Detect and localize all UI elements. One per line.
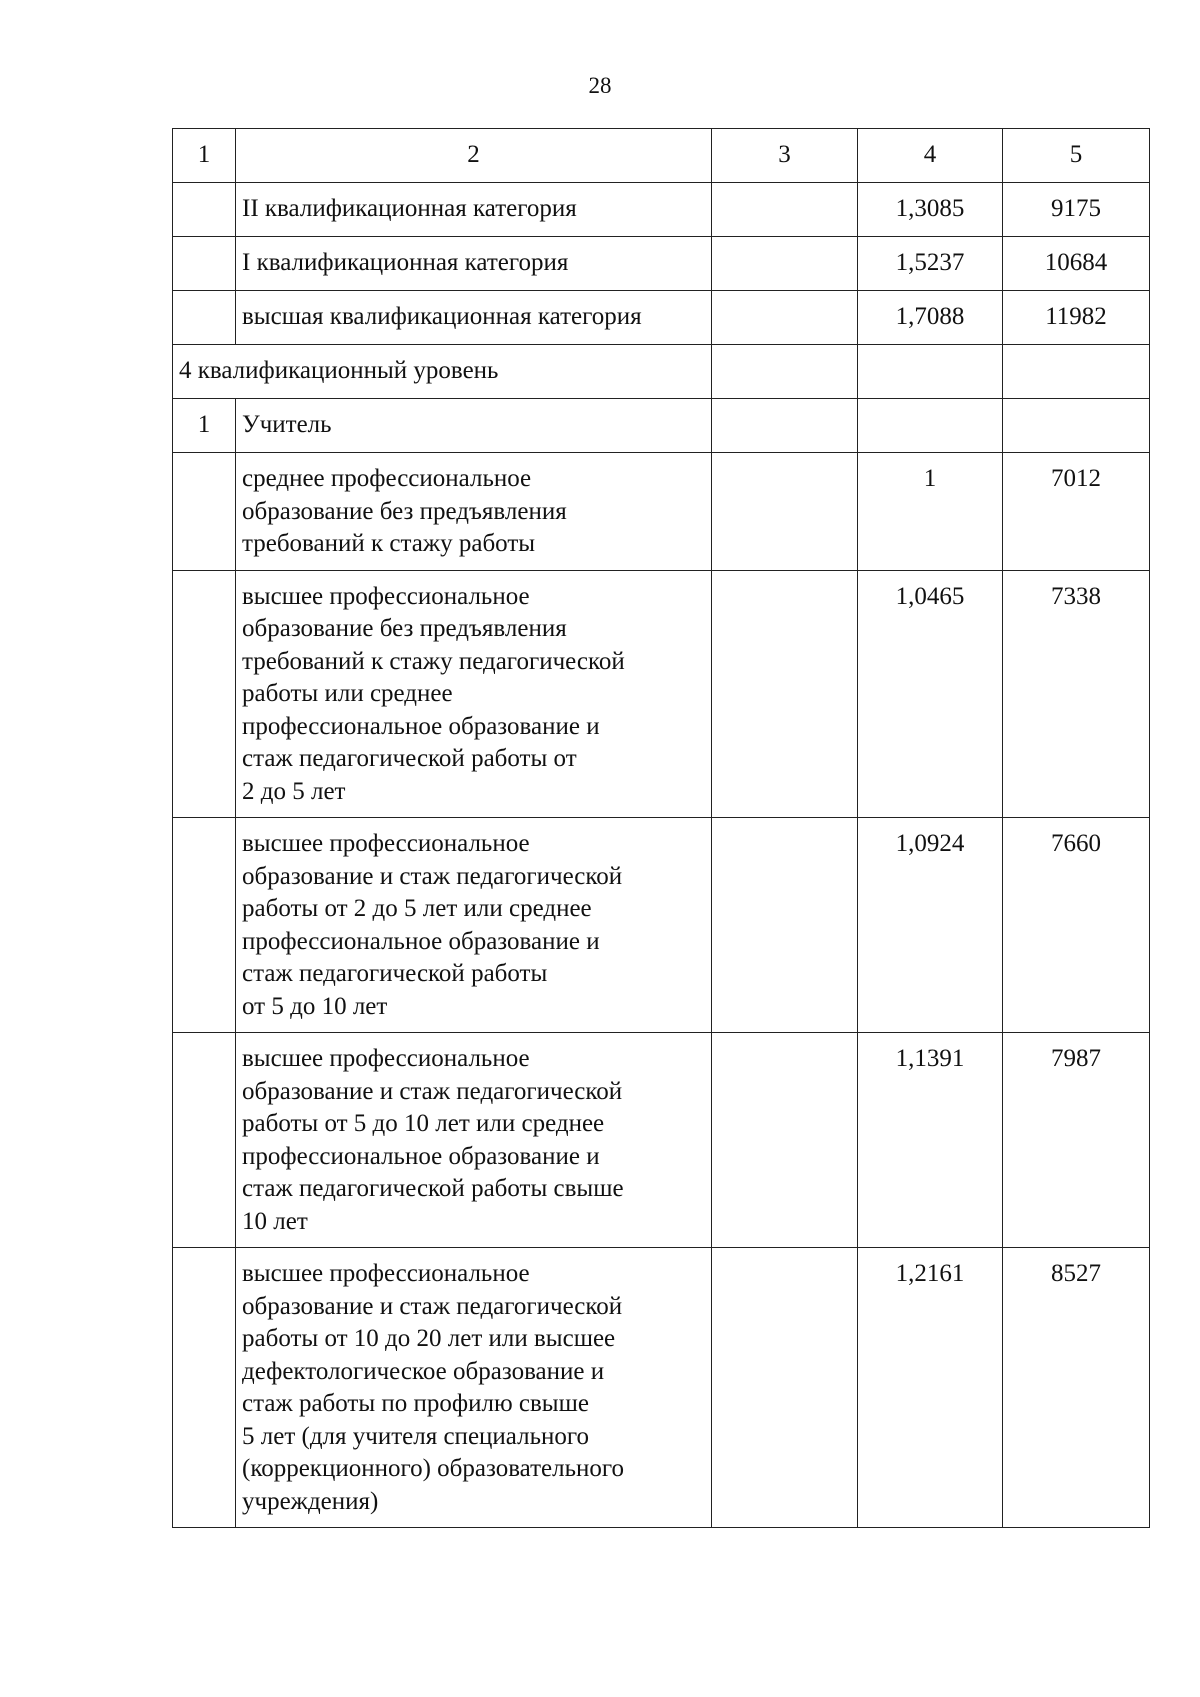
description-line: среднее профессиональное xyxy=(242,465,532,492)
description-line: стаж работы по профилю свыше xyxy=(242,1390,589,1417)
salary-table xyxy=(172,128,1150,1528)
description-line: (коррекционного) образовательного xyxy=(242,1455,625,1482)
coefficient-cell: 1 xyxy=(858,453,1003,571)
salary-cell: 9175 xyxy=(1003,183,1150,237)
description-cell xyxy=(236,453,712,571)
description-line: требований к стажу педагогической xyxy=(242,647,625,675)
row-number-cell xyxy=(173,183,236,237)
row-number-cell xyxy=(173,818,236,1033)
level-heading-cell: 4 квалификационный уровень xyxy=(173,345,712,399)
description-cell xyxy=(236,183,712,237)
table-row xyxy=(173,237,1150,291)
description-line: образование без предъявления xyxy=(242,615,567,642)
row-number-cell xyxy=(173,1033,236,1248)
description-line: высшее профессиональное xyxy=(242,1260,530,1287)
description-line: высшая квалификационная категория xyxy=(242,303,642,330)
coefficient-cell: 1,0465 xyxy=(858,570,1003,818)
salary-cell: 11982 xyxy=(1003,291,1150,345)
description-line: образование и стаж педагогической xyxy=(242,862,623,890)
description-cell xyxy=(236,291,712,345)
row-number-cell: 1 xyxy=(173,399,236,453)
column-3-cell xyxy=(712,183,858,237)
row-number-cell xyxy=(173,237,236,291)
table-row xyxy=(173,399,1150,453)
column-3-cell xyxy=(712,453,858,571)
table-row xyxy=(173,1248,1150,1528)
salary-cell xyxy=(1003,345,1150,399)
description-line: профессиональное образование и xyxy=(242,1142,600,1170)
description-line: профессиональное образование и xyxy=(242,712,600,740)
description-line: 2 до 5 лет xyxy=(242,777,346,805)
table-header-row xyxy=(173,129,1150,183)
row-number-cell xyxy=(173,570,236,818)
description-line: высшее профессиональное xyxy=(242,582,530,610)
header-cell-3: 3 xyxy=(712,129,858,183)
coefficient-cell: 1,2161 xyxy=(858,1248,1003,1528)
description-line: стаж педагогической работы свыше xyxy=(242,1175,624,1202)
description-line: II квалификационная категория xyxy=(242,195,577,222)
description-line: от 5 до 10 лет xyxy=(242,992,388,1020)
column-3-cell xyxy=(712,1033,858,1248)
description-line: высшее профессиональное xyxy=(242,1045,530,1072)
description-line: профессиональное образование и xyxy=(242,927,600,955)
description-line: работы от 5 до 10 лет или среднее xyxy=(242,1110,605,1137)
column-3-cell xyxy=(712,237,858,291)
header-cell-5: 5 xyxy=(1003,129,1150,183)
row-number-cell xyxy=(173,453,236,571)
description-line: высшее профессиональное xyxy=(242,830,530,857)
table-row xyxy=(173,291,1150,345)
table-body xyxy=(173,129,1150,1528)
description-line: Учитель xyxy=(242,411,332,438)
salary-cell xyxy=(1003,399,1150,453)
header-cell-2: 2 xyxy=(236,129,712,183)
description-line: образование и стаж педагогической xyxy=(242,1292,623,1320)
description-line: образование и стаж педагогической xyxy=(242,1077,623,1105)
salary-cell: 8527 xyxy=(1003,1248,1150,1528)
coefficient-cell: 1,3085 xyxy=(858,183,1003,237)
coefficient-cell: 1,7088 xyxy=(858,291,1003,345)
description-cell xyxy=(236,237,712,291)
description-cell xyxy=(236,570,712,818)
description-line: стаж педагогической работы от xyxy=(242,745,577,772)
description-line: работы от 2 до 5 лет или среднее xyxy=(242,895,592,922)
column-3-cell xyxy=(712,1248,858,1528)
description-cell xyxy=(236,1033,712,1248)
salary-cell: 7660 xyxy=(1003,818,1150,1033)
header-cell-4: 4 xyxy=(858,129,1003,183)
description-line: 5 лет (для учителя специального xyxy=(242,1422,589,1450)
column-3-cell xyxy=(712,345,858,399)
description-line: стаж педагогической работы xyxy=(242,960,548,987)
coefficient-cell: 1,5237 xyxy=(858,237,1003,291)
header-cell-1: 1 xyxy=(173,129,236,183)
row-number-cell xyxy=(173,291,236,345)
description-cell xyxy=(236,818,712,1033)
coefficient-cell: 1,1391 xyxy=(858,1033,1003,1248)
column-3-cell xyxy=(712,818,858,1033)
description-line: учреждения) xyxy=(242,1487,379,1515)
salary-cell: 7012 xyxy=(1003,453,1150,571)
description-cell xyxy=(236,399,712,453)
column-3-cell xyxy=(712,570,858,818)
coefficient-cell: 1,0924 xyxy=(858,818,1003,1033)
description-line: работы от 10 до 20 лет или высшее xyxy=(242,1325,616,1352)
coefficient-cell xyxy=(858,399,1003,453)
description-cell xyxy=(236,1248,712,1528)
page-number: 28 xyxy=(588,73,612,98)
salary-cell: 7338 xyxy=(1003,570,1150,818)
column-3-cell xyxy=(712,291,858,345)
table-row xyxy=(173,818,1150,1033)
table-row xyxy=(173,1033,1150,1248)
table-row xyxy=(173,570,1150,818)
table-row xyxy=(173,453,1150,571)
description-line: работы или среднее xyxy=(242,680,453,707)
table-row xyxy=(173,345,1150,399)
description-line: дефектологическое образование и xyxy=(242,1357,605,1385)
description-line: образование без предъявления xyxy=(242,497,567,525)
coefficient-cell xyxy=(858,345,1003,399)
description-line: 10 лет xyxy=(242,1207,308,1235)
table-row xyxy=(173,183,1150,237)
description-line: I квалификационная категория xyxy=(242,249,569,276)
salary-cell: 7987 xyxy=(1003,1033,1150,1248)
description-line: требований к стажу работы xyxy=(242,530,536,557)
salary-cell: 10684 xyxy=(1003,237,1150,291)
column-3-cell xyxy=(712,399,858,453)
row-number-cell xyxy=(173,1248,236,1528)
